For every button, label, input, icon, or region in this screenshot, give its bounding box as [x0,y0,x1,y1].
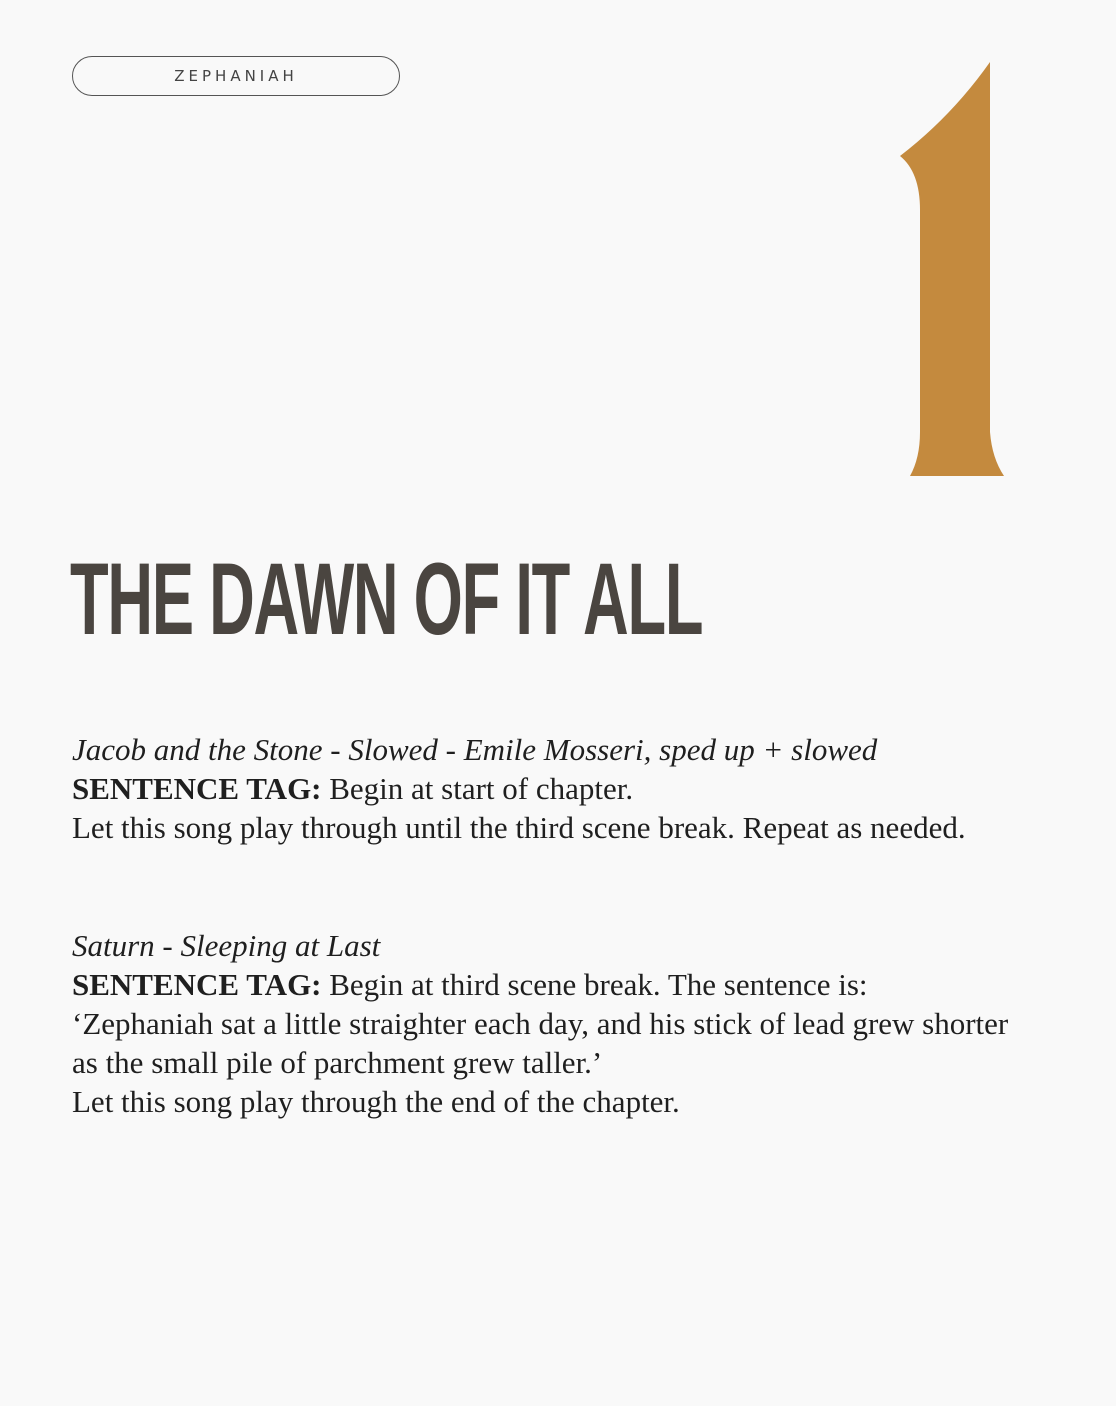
song-title: Jacob and the Stone - Slowed - Emile Mosseri, sped up + slowed [72,732,878,767]
quote-line: as the small pile of parchment grew taller.’ [72,1045,603,1080]
sentence-tag-text: Begin at start of chapter. [321,771,634,806]
sentence-tag-line [72,769,1062,808]
sentence-tag-label: SENTENCE TAG: [72,967,322,1002]
song-block-1 [72,730,1062,847]
sentence-tag-text: Begin at third scene break. The sentence is: [321,967,868,1002]
book-label: ZEPHANIAH [174,67,298,85]
chapter-number [890,60,1010,480]
quote-line: ‘Zephaniah sat a little straighter each day, and his stick of lead grew shorter [72,1006,1009,1041]
instruction-line: Let this song play through until the third scene break. Repeat as needed. [72,810,966,845]
book-label-pill [72,56,400,96]
chapter-number-glyph [900,62,1004,476]
song-block-2 [72,926,1062,1121]
song-title: Saturn - Sleeping at Last [72,928,381,963]
sentence-tag-line [72,965,1062,1004]
instruction-line: Let this song play through the end of the chapter. [72,1084,680,1119]
chapter-title: THE DAWN OF IT ALL [70,542,703,656]
sentence-tag-label: SENTENCE TAG: [72,771,322,806]
